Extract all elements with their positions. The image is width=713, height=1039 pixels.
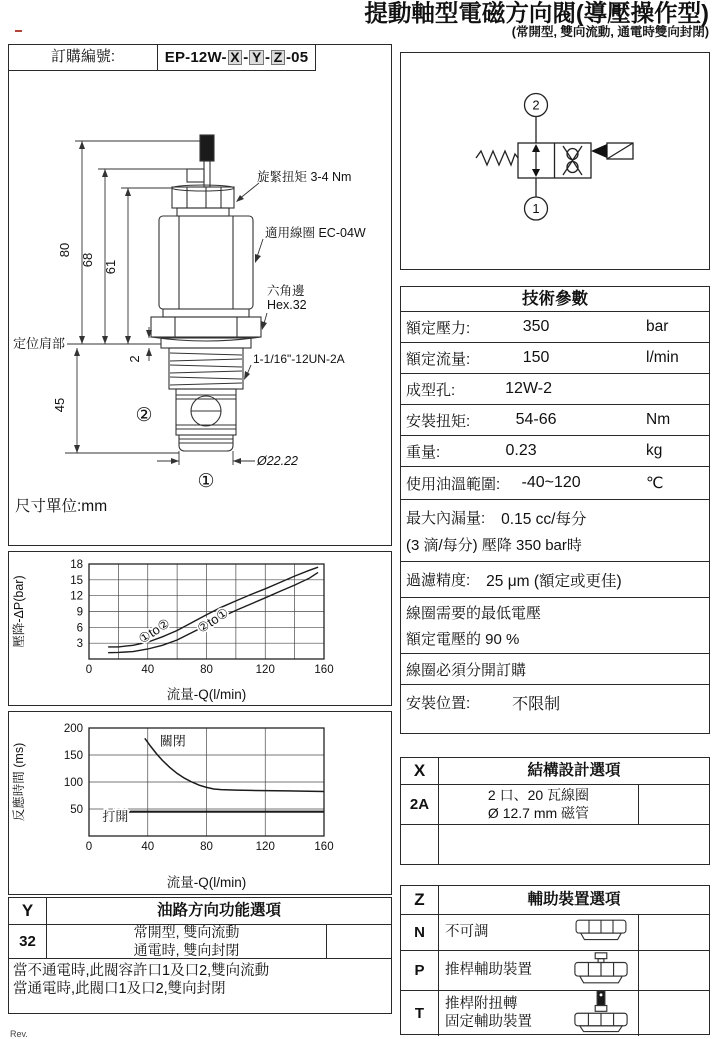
z-table-title: 輔助裝置選項: [527, 891, 621, 908]
tech-label: 線圈必須分開訂購: [406, 661, 527, 679]
tech-label: 重量:: [406, 443, 441, 461]
x-tick-label: 80: [200, 664, 213, 676]
y-option-desc-line1: 常開型, 雙向流動: [133, 924, 240, 940]
x-tick-label: 160: [314, 664, 334, 676]
y-tick-label: 3: [76, 638, 83, 651]
z-option-code-t: T: [401, 991, 439, 1036]
z-option-code-n: N: [401, 915, 439, 950]
y-tick-label: 18: [70, 559, 83, 571]
x-axis-label: 流量-Q(l/min): [166, 687, 247, 702]
x-option-desc-line1: 2 口、20 瓦線圈: [487, 787, 590, 803]
hex-nut-twist-stem-icon: [572, 989, 630, 1037]
tech-table-rows: [401, 312, 709, 719]
footer-revision-text: Rev.: [10, 1029, 28, 1039]
hex-nut-pushrod-icon: [572, 951, 630, 989]
tech-value: 12W-2: [505, 380, 552, 397]
x-option-empty-cell: [639, 785, 709, 824]
x-tick-label: 120: [255, 841, 275, 853]
label-tightening-torque: 旋緊扭矩 3-4 Nm: [257, 170, 352, 184]
order-number-box: [8, 44, 316, 71]
tech-row: [401, 374, 709, 405]
dim-68: 68: [80, 252, 95, 268]
y-option-desc-line2: 通電時, 雙向封閉: [133, 941, 240, 958]
y-table-title: 油路方向功能選項: [156, 902, 281, 919]
x-option-row-2a: [401, 785, 709, 825]
y-option-row-32: [9, 925, 391, 959]
tech-unit: ℃: [646, 474, 664, 492]
tech-row: [401, 436, 709, 467]
port-1-mark: ①: [197, 471, 215, 492]
z-option-n-text: 不可調: [445, 923, 489, 940]
dim-2: 2: [127, 355, 142, 363]
tech-row: [401, 654, 709, 685]
z-option-empty-n: [639, 915, 709, 950]
label-hex-line1: 六角邊: [267, 284, 305, 298]
tech-value: 350: [522, 318, 550, 335]
tech-label: 過濾精度:: [406, 572, 471, 589]
tech-value: 150: [522, 349, 550, 366]
y-note-line2: 當通電時,此閥口1及口2,雙向封閉: [13, 981, 226, 998]
label-coil: 適用線圈 EC-04W: [265, 226, 366, 240]
tech-table-title: 技術參數: [401, 287, 709, 312]
z-option-desc-p: [439, 951, 639, 990]
tech-value: 0.23: [505, 442, 537, 459]
response-time-chart: [8, 711, 392, 895]
drawing-texts: [13, 169, 366, 515]
label-locating-shoulder: 定位肩部: [13, 336, 66, 351]
dim-80: 80: [57, 242, 72, 258]
x-option-description: [439, 785, 639, 824]
dimension-arrowheads: [74, 141, 267, 464]
y-tick-label: 9: [76, 606, 83, 619]
port-2-mark: ②: [135, 405, 153, 426]
x-tick-label: 120: [255, 664, 275, 676]
y-table-key: Y: [9, 898, 47, 924]
z-option-empty-p: [639, 951, 709, 990]
symbol-port-1: 1: [532, 201, 540, 216]
z-option-desc-n: [439, 915, 639, 950]
valve-body-outline: [151, 135, 261, 451]
tech-label: 成型孔:: [406, 381, 456, 399]
z-option-t-text-line2: 固定輔助裝置: [445, 1013, 532, 1030]
y-function-notes: [9, 959, 391, 998]
page-subtitle: (常開型, 雙向流動, 通電時雙向封閉): [511, 25, 709, 40]
scan-artifact-mark: [15, 30, 22, 32]
order-number-label: 訂購編號:: [50, 48, 116, 65]
tech-row: [401, 343, 709, 374]
spring-symbol: [476, 151, 518, 165]
tech-unit: Nm: [646, 411, 671, 428]
curve-label: ②to①: [194, 604, 232, 636]
tech-label: 安裝位置:: [406, 694, 471, 712]
x-tick-label: 0: [85, 664, 93, 676]
curve-label: ①to②: [135, 615, 173, 647]
x-options-table: [400, 757, 710, 865]
z-option-row-t: [401, 991, 709, 1036]
tech-row: [401, 312, 709, 343]
z-option-t-text-line1: 推桿附扭轉: [445, 996, 518, 1013]
x-tick-label: 40: [141, 664, 155, 676]
y-tick-label: 50: [70, 804, 83, 816]
hydraulic-symbol-panel: [400, 52, 710, 270]
tech-value: -40~120: [521, 474, 581, 491]
tech-label: 最大內漏量:: [406, 510, 486, 527]
tech-row-line2: (3 滴/每分) 壓降 350 bar時: [406, 536, 582, 554]
order-code-x-option: X: [228, 50, 243, 65]
y-tick-label: 12: [70, 590, 83, 603]
tech-label: 額定壓力:: [406, 319, 471, 337]
hex-nut-icon: [572, 918, 630, 947]
pressure-drop-chart: [8, 551, 392, 706]
order-code-suffix: -05: [285, 49, 309, 66]
tech-row: [401, 685, 709, 719]
order-code: [157, 45, 315, 70]
tech-row: [401, 467, 709, 500]
tech-label: 線圈需要的最低電壓: [406, 605, 542, 622]
y-tick-label: 15: [70, 574, 83, 587]
y-option-empty-cell: [327, 925, 391, 958]
solenoid-triangle: [591, 144, 607, 158]
tech-row: [401, 500, 709, 562]
z-options-table: [400, 885, 710, 1035]
tech-row: [401, 405, 709, 436]
x-empty-desc-cell: [439, 825, 709, 865]
valve-drawing-svg: [9, 45, 390, 544]
curve-label: 關閉: [159, 733, 186, 749]
z-option-empty-t: [639, 991, 709, 1036]
z-table-key: Z: [401, 886, 439, 914]
y-note-line1: 當不通電時,此閥容許口1及口2,雙向流動: [13, 963, 270, 979]
tech-unit: l/min: [646, 349, 679, 366]
tech-row-line2: 額定電壓的 90 %: [406, 631, 520, 648]
tech-value: 不限制: [512, 695, 561, 713]
x-tick-label: 0: [85, 841, 93, 853]
y-option-description: [47, 925, 327, 958]
x-tick-label: 80: [200, 841, 213, 853]
pressure-drop-chart-svg: [9, 552, 390, 704]
tech-row-line1: [406, 507, 704, 529]
valve-dimension-drawing: [8, 44, 392, 546]
x-empty-code-cell: [401, 825, 439, 865]
tech-row: [401, 598, 709, 654]
x-table-title: 結構設計選項: [527, 762, 621, 779]
z-option-code-p: P: [401, 951, 439, 990]
x-option-desc-line2: Ø 12.7 mm 磁管: [487, 804, 590, 821]
order-code-prefix: EP-12W-: [164, 49, 227, 66]
y-option-code: 32: [9, 925, 47, 958]
order-code-sep1: -: [243, 49, 249, 66]
x-table-key: X: [401, 758, 439, 784]
hydraulic-symbol-svg: [401, 53, 708, 268]
y-tick-label: 100: [63, 777, 83, 789]
tech-row: [401, 562, 709, 598]
z-option-desc-t: [439, 991, 639, 1036]
tech-label: 安裝扭矩:: [406, 412, 471, 430]
z-option-row-p: [401, 951, 709, 991]
tech-value: 0.15 cc/每分: [501, 510, 587, 528]
title-block: [364, 1, 709, 40]
tech-specs-table: [400, 286, 710, 734]
y-tick-label: 150: [63, 750, 83, 762]
tech-row-line1: [406, 602, 704, 623]
label-hex-line2: Hex.32: [267, 298, 307, 312]
x-empty-row: [401, 825, 709, 865]
tech-value: 25 μm (額定或更佳): [486, 572, 622, 590]
x-tick-label: 160: [314, 841, 334, 853]
y-options-table: [8, 897, 392, 1014]
curve-label: 打開: [102, 808, 129, 824]
x-table-header: [401, 758, 709, 785]
y-tick-label: 6: [76, 622, 83, 635]
x-option-code: 2A: [401, 785, 439, 824]
y-axis-label: 壓降-ΔP(bar): [12, 575, 26, 648]
dim-61: 61: [103, 259, 118, 275]
z-option-row-n: [401, 915, 709, 951]
dim-diameter: Ø22.22: [257, 454, 299, 468]
tech-unit: bar: [646, 318, 669, 335]
page-title: 提動軸型電磁方向閥(導壓操作型): [364, 0, 709, 26]
dim-45: 45: [52, 397, 67, 413]
dimension-unit-note: 尺寸單位:mm: [15, 498, 108, 515]
order-code-z-option: Z: [271, 50, 285, 65]
tech-value: 54-66: [515, 411, 557, 428]
symbol-lines: [476, 94, 633, 221]
label-thread: 1-1/16"-12UN-2A: [253, 352, 345, 366]
x-tick-label: 40: [141, 841, 155, 853]
tech-label: 額定流量:: [406, 350, 471, 368]
y-table-header: [9, 898, 391, 925]
tech-label: 使用油溫範圍:: [406, 475, 501, 493]
tech-unit: kg: [646, 442, 663, 459]
z-table-header: [401, 886, 709, 915]
z-option-p-text: 推桿輔助裝置: [445, 961, 532, 978]
order-code-sep2: -: [265, 49, 271, 66]
y-tick-label: 200: [63, 723, 83, 735]
order-code-y-option: Y: [249, 50, 264, 65]
y-axis-label: 反應時間 (ms): [12, 742, 26, 822]
x-axis-label: 流量-Q(l/min): [166, 875, 247, 890]
response-time-chart-svg: [9, 712, 390, 892]
symbol-port-2: 2: [532, 97, 540, 113]
